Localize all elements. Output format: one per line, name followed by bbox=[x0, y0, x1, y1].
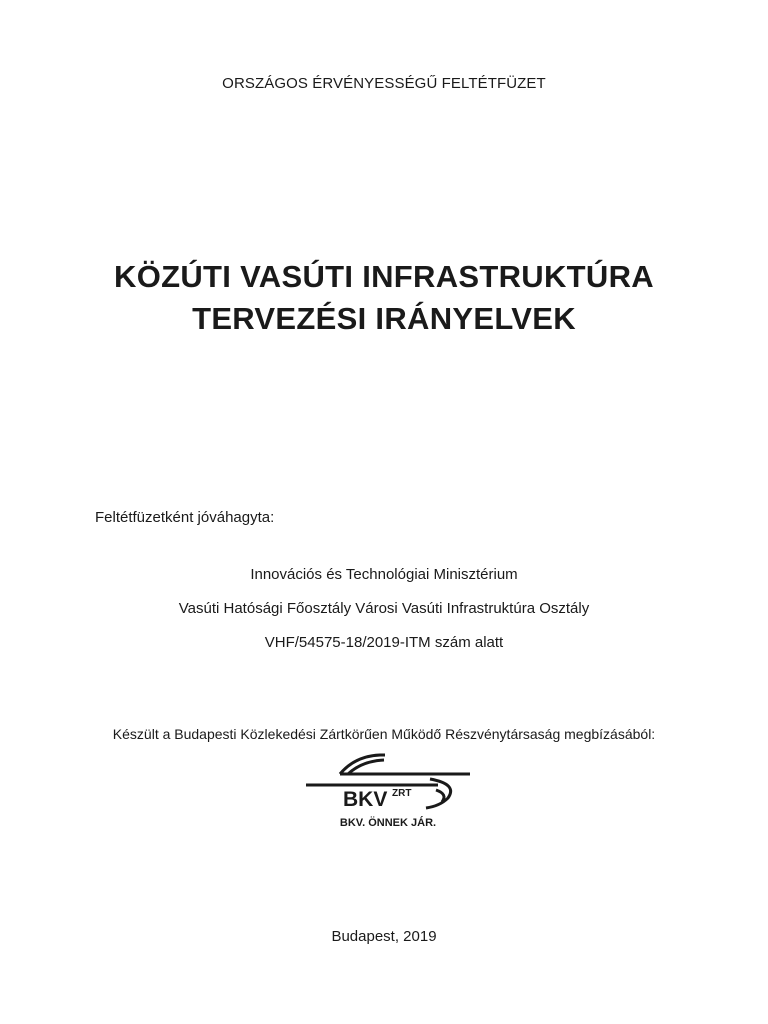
logo-suffix-text: ZRT bbox=[392, 788, 412, 799]
commission-statement: Készült a Budapesti Közlekedési Zártkörűen Működő Részvénytársaság megbízásából: bbox=[112, 726, 656, 742]
title-line-1: KÖZÚTI VASÚTI INFRASTRUKTÚRA bbox=[114, 259, 654, 294]
logo-swoosh-inner bbox=[436, 790, 444, 802]
logo-slogan: BKV. ÖNNEK JÁR. bbox=[339, 817, 437, 829]
logo-brand-text: BKV bbox=[343, 788, 388, 811]
approving-department: Vasúti Hatósági Főosztály Városi Vasúti Infrastruktúra Osztály bbox=[178, 600, 590, 617]
document-series: ORSZÁGOS ÉRVÉNYESSÉGŰ FELTÉTFÜZET bbox=[222, 75, 546, 92]
bkv-logo-icon bbox=[300, 752, 476, 832]
approval-label: Feltétfüzetként jóváhagyta: bbox=[95, 509, 275, 526]
document-title bbox=[0, 256, 768, 340]
bkv-logo-graphic bbox=[300, 752, 476, 832]
approving-ministry: Innovációs és Technológiai Minisztérium bbox=[250, 566, 518, 583]
approval-reference: VHF/54575-18/2019-ITM szám alatt bbox=[264, 634, 504, 651]
title-line-2: TERVEZÉSI IRÁNYELVEK bbox=[192, 301, 576, 336]
logo-swoosh-lower bbox=[426, 779, 451, 808]
place-and-date: Budapest, 2019 bbox=[331, 928, 437, 945]
